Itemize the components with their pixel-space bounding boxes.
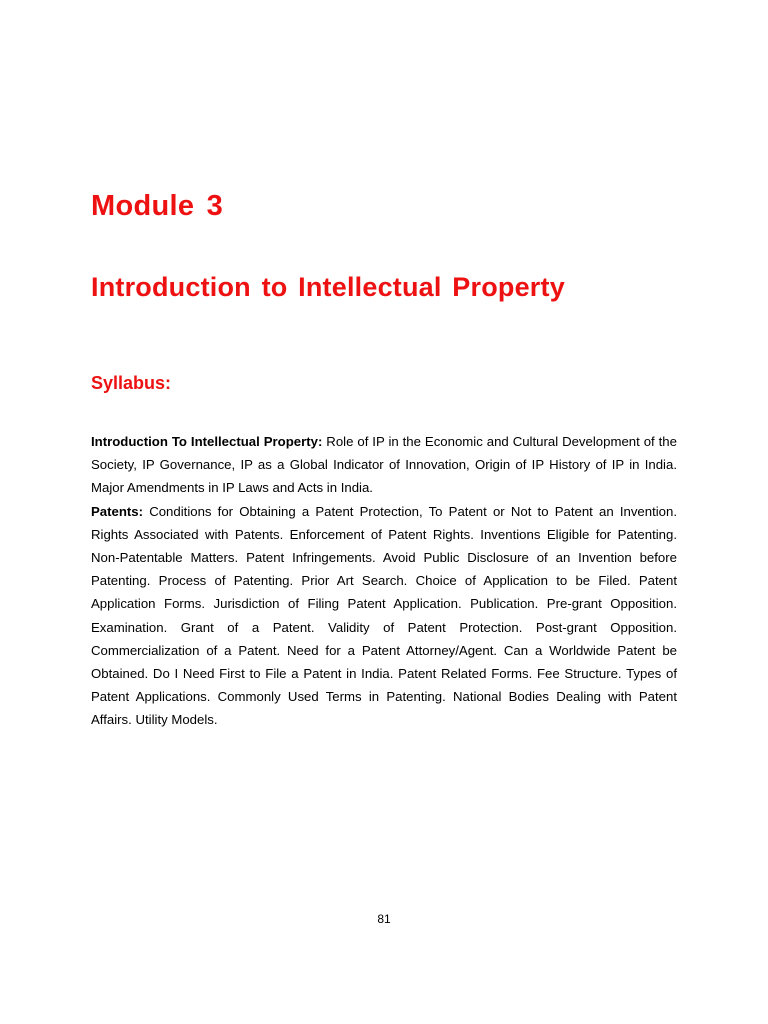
syllabus-heading: Syllabus: — [91, 373, 172, 393]
paragraph-text-ip: Role of IP in the Economic and Cultural Development of the Society, IP Governance, IP as a Global Indicator of Innovation, Origin of IP History of IP in India. Major Amendments in IP Laws and Acts in India. — [91, 434, 677, 496]
page-number: 81 — [377, 912, 391, 926]
syllabus-body — [91, 430, 677, 732]
paragraph-label-patents: Patents: — [91, 503, 144, 519]
module-title: Module 3 — [91, 190, 224, 222]
syllabus-paragraph-patents — [91, 500, 677, 732]
paragraph-text-patents: Conditions for Obtaining a Patent Protection, To Patent or Not to Patent an Invention. Rights Associated with Patents. Enforcement of Patent Rights. Inventions Eligible for Patenting. Non-Patentable Matters. Patent Infringements. Avoid Public Disclosure of an Invention before Patenting. Process of Patenting. Prior Art Search. Choice of Application to be Filed. Patent Application Forms. Jurisdiction of Filing Patent Application. Publication. Pre-grant Opposition. Examination. Grant of a Patent. Validity of Patent Protection. Post-grant Opposition. Commercialization of a Patent. Need for a Patent Attorney/Agent. Can a Worldwide Patent be Obtained. Do I Need First to File a Patent in India. Patent Related Forms. Fee Structure. Types of Patent Applications. Commonly Used Terms in Patenting. National Bodies Dealing with Patent Affairs. Utility Models. — [91, 503, 678, 728]
paragraph-label-ip: Introduction To Intellectual Property: — [91, 434, 323, 449]
syllabus-paragraph-ip — [91, 430, 677, 500]
chapter-title: Introduction to Intellectual Property — [91, 272, 565, 302]
